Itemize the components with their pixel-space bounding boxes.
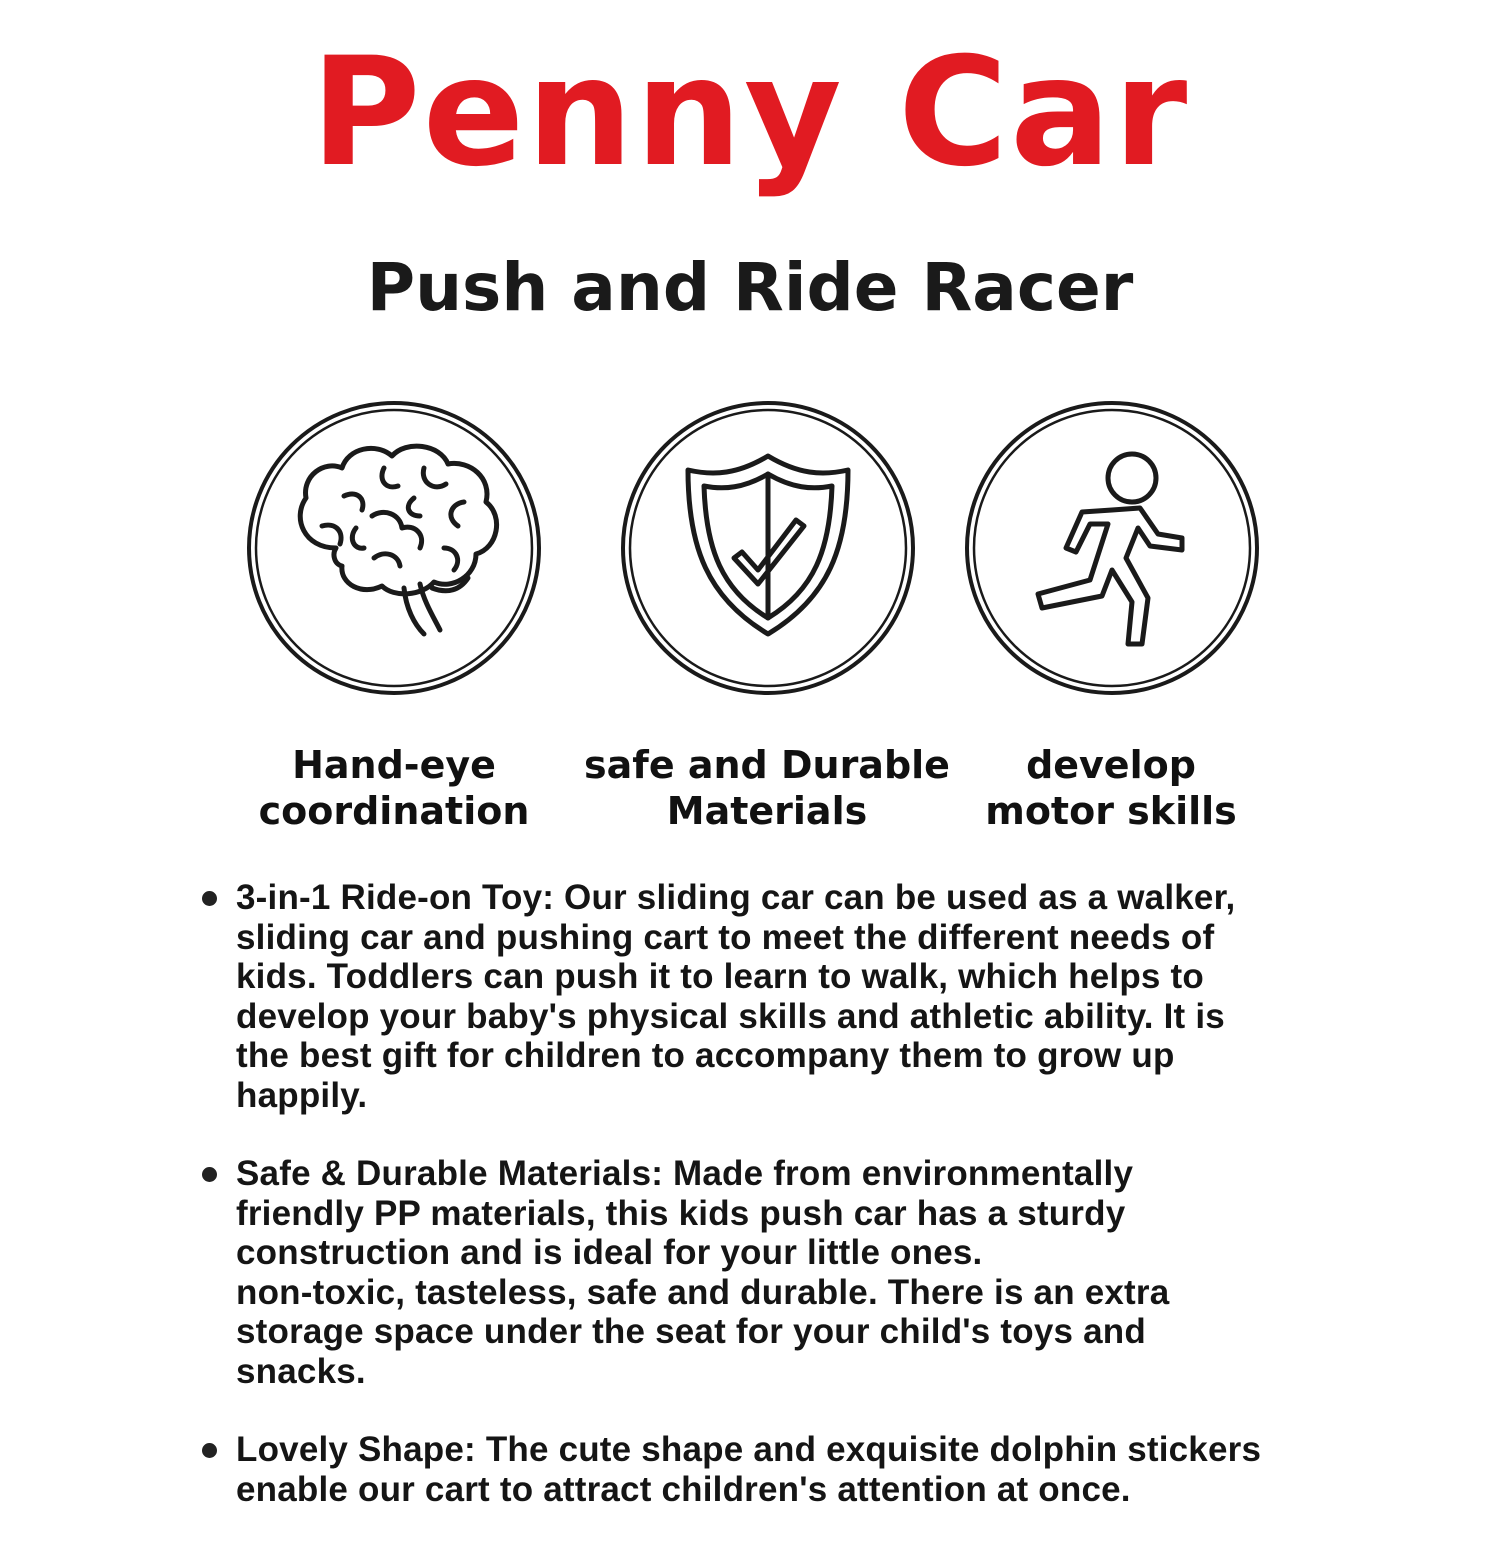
bullet-line: construction and is ideal for your little ones. [236,1233,983,1272]
bullet-line: happily. [236,1075,368,1115]
feature-label-line: Hand-eye [292,743,496,787]
page-subtitle: Push and Ride Racer [366,249,1134,326]
bullet-dot-icon [202,891,217,906]
feature-label-line: motor skills [985,789,1237,833]
bullet-dot-icon [202,1167,217,1182]
running-person-icon [962,398,1262,698]
bullet-line: develop your baby's physical skills and athletic ability. It is [236,996,1225,1036]
feature-motor-skills [962,398,1262,698]
bullet-line: the best gift for children to accompany them to grow up [236,1036,1175,1075]
feature-label-motor-skills [921,742,1301,834]
feature-label-line: safe and Durable [584,743,950,787]
feature-bullet-list [200,878,1350,1548]
feature-safe-durable [618,398,918,698]
bullet-line: Safe & Durable Materials: Made from environmentally [236,1154,1134,1193]
feature-label-safe-durable [577,742,957,834]
bullet-line: friendly PP materials, this kids push car has a sturdy [236,1193,1126,1233]
feature-hand-eye [244,398,544,698]
bullet-line: enable our cart to attract children's attention at once. [236,1469,1131,1509]
bullet-line: kids. Toddlers can push it to learn to walk, which helps to [236,957,1204,996]
bullet-line: Lovely Shape: The cute shape and exquisite dolphin stickers [236,1430,1262,1469]
bullet-line: storage space under the seat for your child's toys and [236,1312,1146,1351]
bullet-safe-materials [200,1154,1350,1391]
bullet-line: sliding car and pushing cart to meet the different needs of [236,917,1215,957]
brain-icon [244,398,544,698]
feature-label-hand-eye [204,742,584,834]
shield-check-icon [618,398,918,698]
feature-label-line: develop [1026,743,1196,787]
bullet-dot-icon [202,1443,217,1458]
bullet-line: snacks. [236,1351,366,1391]
feature-label-line: Materials [666,789,868,833]
page-title: Penny Car [310,26,1190,200]
feature-label-line: coordination [258,789,530,833]
bullet-line: non-toxic, tasteless, safe and durable. There is an extra [236,1272,1170,1312]
bullet-line: 3-in-1 Ride-on Toy: Our sliding car can be used as a walker, [236,878,1236,917]
bullet-lovely-shape [200,1430,1350,1509]
bullet-ride-on-toy [200,878,1350,1115]
